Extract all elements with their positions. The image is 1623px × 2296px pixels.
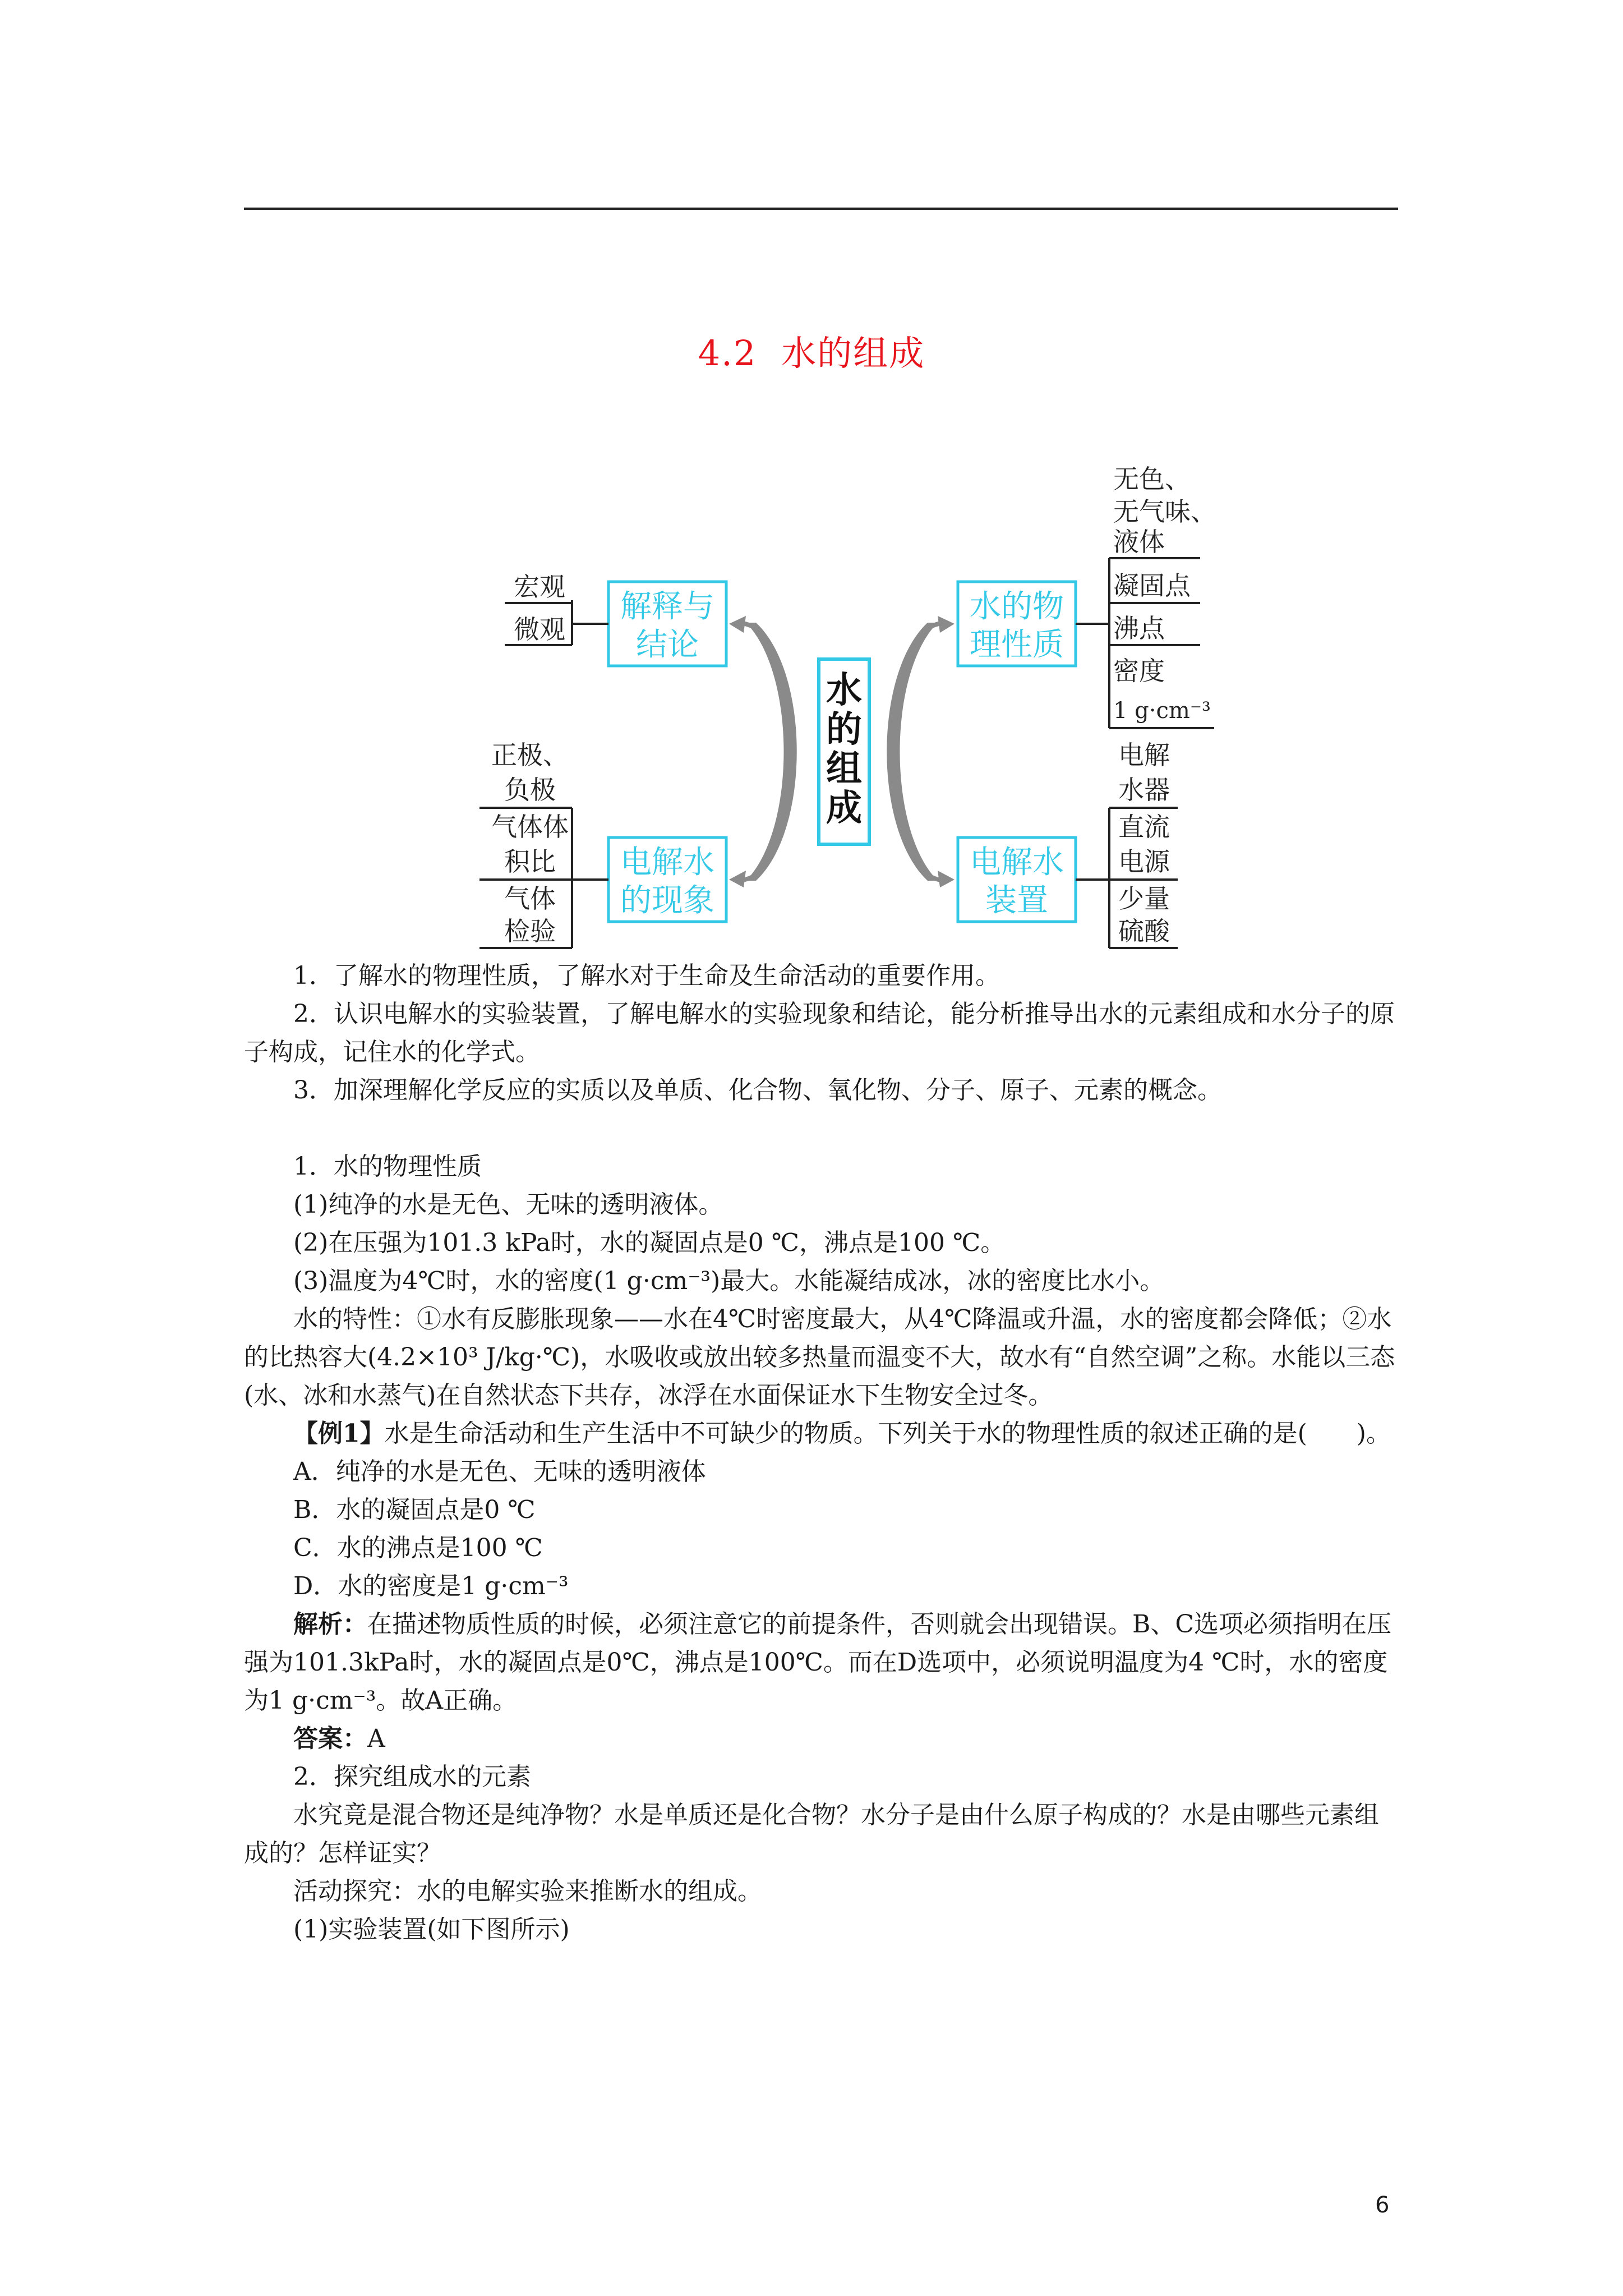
center-char: 水 [826, 670, 862, 711]
section2-para: (1)实验装置(如下图所示) [293, 1915, 570, 1944]
svg-text:电解水: 电解水 [620, 844, 714, 881]
leaf-micro: 微观 [514, 614, 565, 645]
analysis-text: 在描述物质性质的时候，必须注意它的前提条件，否则就会出现错误。B、C选项必须指明在压强为101.3kPa时，水的凝固点是0℃，沸点是100℃。而在D选项中，必须说明温度为4 ℃时，水的密度为1 g·cm⁻³。故A正确。 [244, 1610, 1391, 1715]
leaf-electrodes: 正极、 [491, 740, 569, 770]
svg-text:积比: 积比 [504, 846, 556, 877]
option-c: C．水的沸点是100 ℃ [293, 1534, 543, 1562]
mind-map [0, 0, 1623, 965]
svg-text:装置: 装置 [985, 882, 1048, 919]
objective-3: 3．加深理解化学反应的实质以及单质、化合物、氧化物、分子、原子、元素的概念。 [293, 1076, 1222, 1105]
svg-text:无气味、: 无气味、 [1113, 496, 1216, 527]
leaf-sulfuric-acid: 少量 [1118, 884, 1170, 914]
section2-para: 水究竟是混合物还是纯净物？水是单质还是化合物？水分子是由什么原子构成的？水是由哪些元素组成的？怎样证实？ [244, 1801, 1379, 1867]
left-bracket [746, 623, 797, 881]
leaf-appearance: 无色、 [1113, 464, 1191, 494]
section-title: 水的组成 [781, 333, 925, 374]
svg-text:硫酸: 硫酸 [1118, 916, 1170, 946]
section2-para: 活动探究：水的电解实验来推断水的组成。 [293, 1877, 762, 1906]
answer-value: A [367, 1724, 385, 1753]
svg-text:液体: 液体 [1113, 527, 1165, 557]
analysis [244, 1605, 1398, 1720]
page-number: 6 [1375, 2192, 1390, 2218]
section1-item: (3)温度为4℃时，水的密度(1 g·cm⁻³)最大。水能凝结成冰，冰的密度比水小。 [293, 1267, 1165, 1295]
water-properties-paragraph: 水的特性：①水有反膨胀现象——水在4℃时密度最大，从4℃降温或升温，水的密度都会降低；②水的比热容大(4.2×10³ J/kg·℃)，水吸收或放出较多热量而温变不大，故水有“自然空调”之称。水能以三态(水、冰和水蒸气)在自然状态下共存，冰浮在水面保证水下生物安全过冬。 [244, 1305, 1395, 1410]
svg-text:解释与: 解释与 [620, 588, 714, 625]
center-char: 成 [826, 788, 862, 829]
objectives [244, 957, 1398, 1949]
leaf-volume-ratio: 气体体 [491, 812, 569, 842]
analysis-label: 解析： [293, 1610, 367, 1639]
leaf-boiling-point: 沸点 [1113, 613, 1165, 643]
example-1 [244, 1415, 1398, 1453]
leaf-macro: 宏观 [514, 572, 565, 602]
leaf-dc-power: 直流 [1118, 812, 1170, 842]
section1-item: (1)纯净的水是无色、无味的透明液体。 [293, 1190, 723, 1219]
objective-1: 1．了解水的物理性质，了解水对于生命及生命活动的重要作用。 [293, 961, 1000, 990]
leaf-electrolyzer: 电解 [1118, 740, 1170, 770]
svg-text:电解水: 电解水 [970, 844, 1064, 881]
objective-2: 2．认识电解水的实验装置，了解电解水的实验现象和结论，能分析推导出水的元素组成和水分子的原子构成，记住水的化学式。 [244, 1000, 1395, 1066]
leaf-freezing-point: 凝固点 [1113, 570, 1191, 601]
svg-text:电源: 电源 [1118, 846, 1170, 877]
svg-text:结论: 结论 [636, 627, 699, 663]
leaf-density: 密度 [1113, 656, 1165, 686]
leaf-gas-test: 气体 [504, 884, 556, 914]
option-a: A．纯净的水是无色、无味的透明液体 [293, 1457, 706, 1486]
example-label: 【例1】 [293, 1419, 385, 1448]
svg-text:水的物: 水的物 [970, 588, 1064, 625]
section1-heading: 1．水的物理性质 [293, 1152, 482, 1181]
option-d: D．水的密度是1 g·cm⁻³ [293, 1572, 569, 1600]
section2-heading: 2．探究组成水的元素 [293, 1763, 531, 1791]
svg-text:的现象: 的现象 [620, 882, 714, 919]
svg-text:1 g·cm⁻³: 1 g·cm⁻³ [1113, 698, 1211, 724]
option-b: B．水的凝固点是0 ℃ [293, 1496, 536, 1524]
section-number: 4.2 [698, 333, 757, 374]
right-bracket [887, 623, 938, 881]
svg-text:水器: 水器 [1118, 775, 1170, 805]
svg-text:理性质: 理性质 [970, 627, 1064, 663]
center-char: 的 [826, 709, 862, 751]
example-question: 水是生命活动和生产生活中不可缺少的物质。下列关于水的物理性质的叙述正确的是( )。 [384, 1419, 1391, 1448]
svg-text:检验: 检验 [504, 916, 556, 946]
center-char: 组 [826, 748, 862, 790]
answer-label: 答案： [293, 1724, 367, 1753]
answer [244, 1720, 1398, 1758]
svg-text:负极: 负极 [504, 775, 556, 805]
section1-item: (2)在压强为101.3 kPa时，水的凝固点是0 ℃，沸点是100 ℃。 [293, 1228, 1006, 1257]
